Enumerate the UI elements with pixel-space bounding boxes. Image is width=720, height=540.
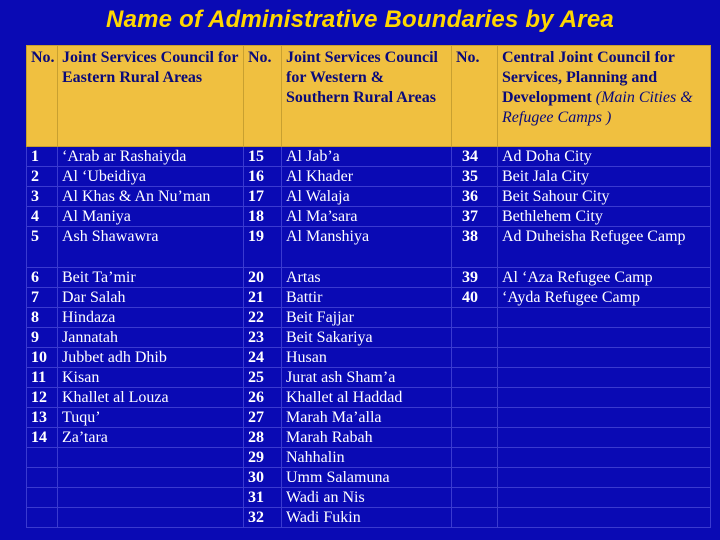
table-body [27, 147, 711, 528]
cell-western-area: Wadi an Nis [282, 488, 452, 508]
cell-eastern-area: Beit Ta’mir [58, 268, 244, 288]
cell-eastern-area: Ash Shawawra [58, 227, 244, 268]
cell-no-western: 32 [244, 508, 282, 528]
cell-eastern-area: Jubbet adh Dhib [58, 348, 244, 368]
cell-no-western: 24 [244, 348, 282, 368]
cell-no-central [452, 368, 498, 388]
cell-western-area: Husan [282, 348, 452, 368]
cell-no-western: 22 [244, 308, 282, 328]
cell-western-area: Al Ma’sara [282, 207, 452, 227]
table-row [27, 468, 711, 488]
cell-eastern-area: Za’tara [58, 428, 244, 448]
cell-western-area: Marah Rabah [282, 428, 452, 448]
cell-central-area [498, 488, 711, 508]
table-row [27, 268, 711, 288]
cell-eastern-area: ‘Arab ar Rashaiyda [58, 147, 244, 167]
cell-no-western: 21 [244, 288, 282, 308]
cell-no-eastern: 4 [27, 207, 58, 227]
table-row [27, 408, 711, 428]
cell-no-central [452, 328, 498, 348]
page-title: Name of Administrative Boundaries by Area [106, 6, 614, 33]
cell-no-western: 23 [244, 328, 282, 348]
cell-central-area [498, 408, 711, 428]
header-no-central: No. [452, 46, 498, 147]
cell-eastern-area: Tuqu’ [58, 408, 244, 428]
cell-no-eastern: 6 [27, 268, 58, 288]
cell-central-area: Bethlehem City [498, 207, 711, 227]
header-western-council: Joint Services Council for Western & Southern Rural Areas [282, 46, 452, 147]
table-header-row [27, 46, 711, 147]
cell-central-area: Ad Doha City [498, 147, 711, 167]
table-row [27, 288, 711, 308]
cell-no-eastern: 14 [27, 428, 58, 448]
cell-central-area [498, 468, 711, 488]
cell-no-eastern: 9 [27, 328, 58, 348]
table-row [27, 368, 711, 388]
cell-western-area: Al Khader [282, 167, 452, 187]
cell-no-eastern [27, 468, 58, 488]
table-row [27, 227, 711, 268]
cell-no-central [452, 308, 498, 328]
cell-eastern-area: Kisan [58, 368, 244, 388]
cell-no-central: 38 [452, 227, 498, 268]
cell-no-western: 20 [244, 268, 282, 288]
cell-no-central [452, 508, 498, 528]
cell-western-area: Beit Fajjar [282, 308, 452, 328]
cell-eastern-area: Al Khas & An Nu’man [58, 187, 244, 207]
cell-central-area: ‘Ayda Refugee Camp [498, 288, 711, 308]
cell-no-western: 30 [244, 468, 282, 488]
cell-eastern-area [58, 448, 244, 468]
table-row [27, 508, 711, 528]
cell-eastern-area: Al ‘Ubeidiya [58, 167, 244, 187]
table-row [27, 187, 711, 207]
cell-western-area: Al Jab’a [282, 147, 452, 167]
cell-no-central [452, 448, 498, 468]
cell-no-central: 34 [452, 147, 498, 167]
cell-central-area: Ad Duheisha Refugee Camp [498, 227, 711, 268]
cell-no-eastern: 1 [27, 147, 58, 167]
cell-central-area [498, 348, 711, 368]
cell-western-area: Marah Ma’alla [282, 408, 452, 428]
cell-no-western: 19 [244, 227, 282, 268]
cell-no-eastern: 3 [27, 187, 58, 207]
table-row [27, 488, 711, 508]
table-row [27, 448, 711, 468]
cell-eastern-area [58, 468, 244, 488]
header-central-council [498, 46, 711, 147]
cell-no-western: 31 [244, 488, 282, 508]
table-row [27, 308, 711, 328]
cell-eastern-area [58, 508, 244, 528]
cell-no-western: 27 [244, 408, 282, 428]
cell-no-central [452, 348, 498, 368]
table-row [27, 388, 711, 408]
cell-no-eastern: 8 [27, 308, 58, 328]
cell-no-central [452, 408, 498, 428]
cell-central-area: Beit Jala City [498, 167, 711, 187]
cell-central-area [498, 448, 711, 468]
cell-no-central [452, 488, 498, 508]
cell-no-eastern: 11 [27, 368, 58, 388]
cell-no-western: 28 [244, 428, 282, 448]
cell-western-area: Beit Sakariya [282, 328, 452, 348]
cell-no-western: 18 [244, 207, 282, 227]
cell-no-central: 35 [452, 167, 498, 187]
cell-western-area: Battir [282, 288, 452, 308]
cell-eastern-area: Hindaza [58, 308, 244, 328]
table-row [27, 348, 711, 368]
cell-central-area [498, 308, 711, 328]
cell-no-eastern: 12 [27, 388, 58, 408]
cell-no-eastern: 7 [27, 288, 58, 308]
cell-no-central: 39 [452, 268, 498, 288]
cell-no-western: 16 [244, 167, 282, 187]
table-row [27, 428, 711, 448]
cell-western-area: Jurat ash Sham’a [282, 368, 452, 388]
cell-no-central [452, 428, 498, 448]
cell-central-area [498, 388, 711, 408]
boundaries-table [26, 45, 711, 528]
table-row [27, 147, 711, 167]
cell-western-area: Khallet al Haddad [282, 388, 452, 408]
table-row [27, 207, 711, 227]
cell-eastern-area: Khallet al Louza [58, 388, 244, 408]
cell-no-central: 37 [452, 207, 498, 227]
cell-no-western: 29 [244, 448, 282, 468]
cell-no-central: 40 [452, 288, 498, 308]
cell-central-area: Al ‘Aza Refugee Camp [498, 268, 711, 288]
header-no-eastern: No. [27, 46, 58, 147]
cell-central-area [498, 368, 711, 388]
header-no-western: No. [244, 46, 282, 147]
cell-central-area [498, 428, 711, 448]
cell-eastern-area: Al Maniya [58, 207, 244, 227]
cell-no-central: 36 [452, 187, 498, 207]
cell-no-eastern: 10 [27, 348, 58, 368]
cell-no-eastern: 2 [27, 167, 58, 187]
cell-western-area: Artas [282, 268, 452, 288]
cell-eastern-area [58, 488, 244, 508]
cell-no-eastern [27, 488, 58, 508]
cell-western-area: Al Manshiya [282, 227, 452, 268]
cell-no-eastern [27, 508, 58, 528]
header-eastern-council: Joint Services Council for Eastern Rural Areas [58, 46, 244, 147]
cell-no-western: 26 [244, 388, 282, 408]
cell-no-central [452, 468, 498, 488]
cell-no-eastern: 5 [27, 227, 58, 268]
cell-eastern-area: Dar Salah [58, 288, 244, 308]
cell-central-area [498, 328, 711, 348]
cell-western-area: Wadi Fukin [282, 508, 452, 528]
header-central-title: Central Joint Council for Services, Planning and Development [502, 49, 675, 106]
cell-no-western: 25 [244, 368, 282, 388]
cell-eastern-area: Jannatah [58, 328, 244, 348]
cell-western-area: Al Walaja [282, 187, 452, 207]
cell-central-area: Beit Sahour City [498, 187, 711, 207]
cell-no-central [452, 388, 498, 408]
cell-central-area [498, 508, 711, 528]
cell-no-eastern [27, 448, 58, 468]
cell-no-eastern: 13 [27, 408, 58, 428]
table-row [27, 167, 711, 187]
cell-western-area: Nahhalin [282, 448, 452, 468]
table-row [27, 328, 711, 348]
header-central-subtitle: (Main Cities & Refugee Camps ) [502, 89, 693, 126]
cell-no-western: 17 [244, 187, 282, 207]
cell-western-area: Umm Salamuna [282, 468, 452, 488]
cell-no-western: 15 [244, 147, 282, 167]
